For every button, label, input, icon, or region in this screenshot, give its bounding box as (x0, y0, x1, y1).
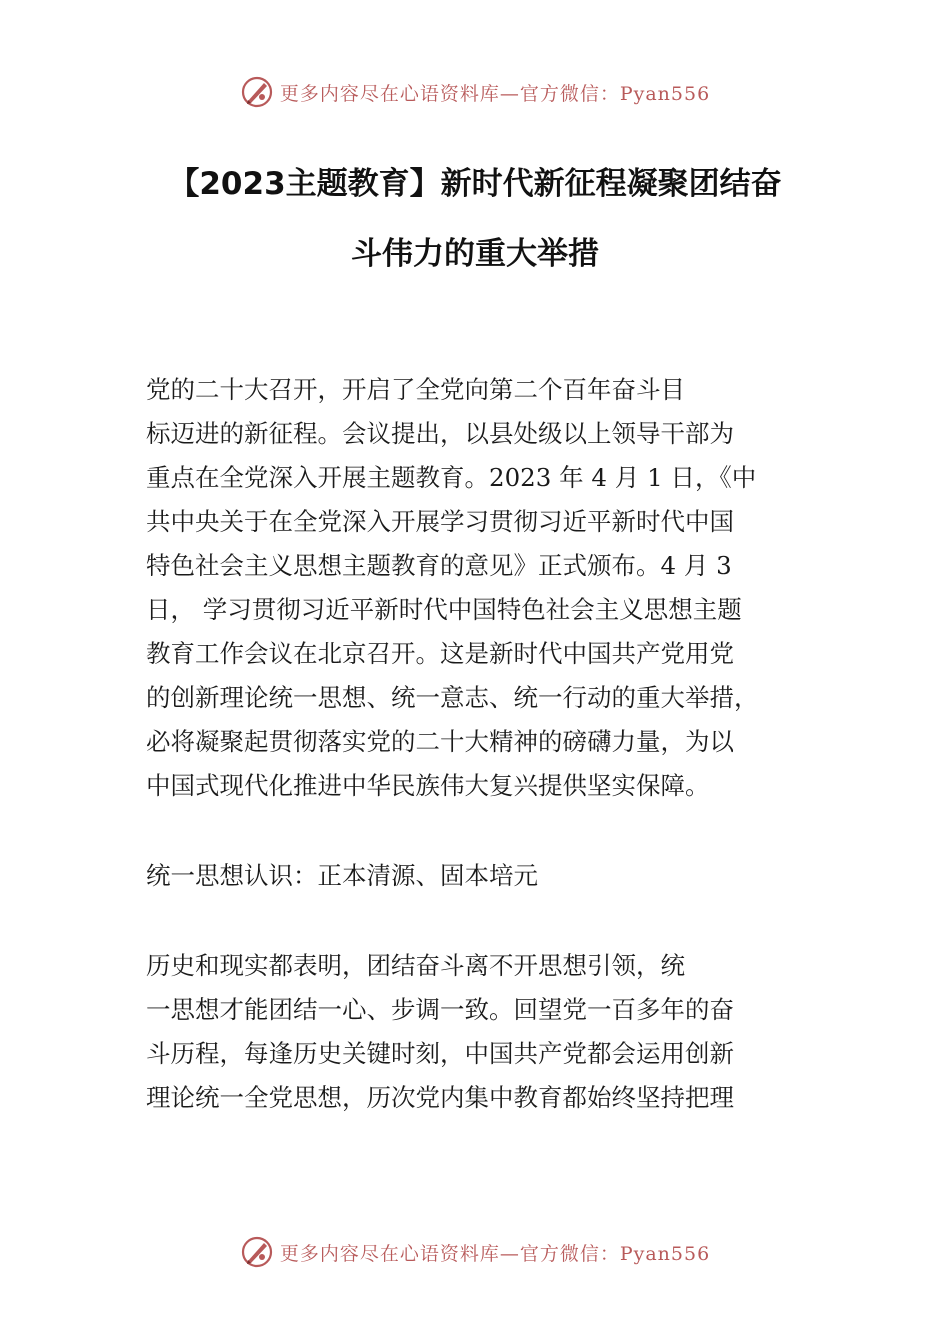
body-line: 历史和现实都表明，团结奋斗离不开思想引领，统 (146, 951, 685, 980)
body-line: 标迈进的新征程。会议提出，以县处级以上领导干部为 (146, 419, 734, 448)
body-line: 共中央关于在全党深入开展学习贯彻习近平新时代中国 (146, 507, 734, 536)
body-line: 理论统一全党思想，历次党内集中教育都始终坚持把理 (146, 1083, 734, 1112)
quill-pen-logo-icon (240, 1235, 274, 1269)
body-line: 的创新理论统一思想、统一意志、统一行动的重大举措， (146, 683, 759, 712)
footer-watermark (0, 1232, 950, 1272)
document-title-line-1: 【2023主题教育】新时代新征程凝聚团结奋 (168, 166, 782, 202)
document-title-line-2: 斗伟力的重大举措 (351, 236, 599, 272)
body-line: 必将凝聚起贯彻落实党的二十大精神的磅礴力量，为以 (146, 727, 734, 756)
body-line: 重点在全党深入开展主题教育。2023 年 4 月 1 日，《中 (146, 463, 757, 492)
watermark-text: 更多内容尽在心语资料库—官方微信：Pyan556 (279, 1242, 711, 1265)
body-line: 一思想才能团结一心、步调一致。回望党一百多年的奋 (146, 995, 734, 1024)
section-heading: 统一思想认识：正本清源、固本培元 (146, 861, 538, 890)
body-line: 特色社会主义思想主题教育的意见》正式颁布。4 月 3 (146, 551, 732, 580)
header-watermark (0, 72, 950, 112)
body-line: 日， 学习贯彻习近平新时代中国特色社会主义思想主题 (146, 595, 742, 624)
body-line: 教育工作会议在北京召开。这是新时代中国共产党用党 (146, 639, 734, 668)
watermark-text: 更多内容尽在心语资料库—官方微信：Pyan556 (279, 82, 711, 105)
body-line: 中国式现代化推进中华民族伟大复兴提供坚实保障。 (146, 771, 710, 800)
body-line: 斗历程，每逢历史关键时刻，中国共产党都会运用创新 (146, 1039, 734, 1068)
quill-pen-logo-icon (240, 75, 274, 109)
body-line: 党的二十大召开，开启了全党向第二个百年奋斗目 (146, 375, 685, 404)
